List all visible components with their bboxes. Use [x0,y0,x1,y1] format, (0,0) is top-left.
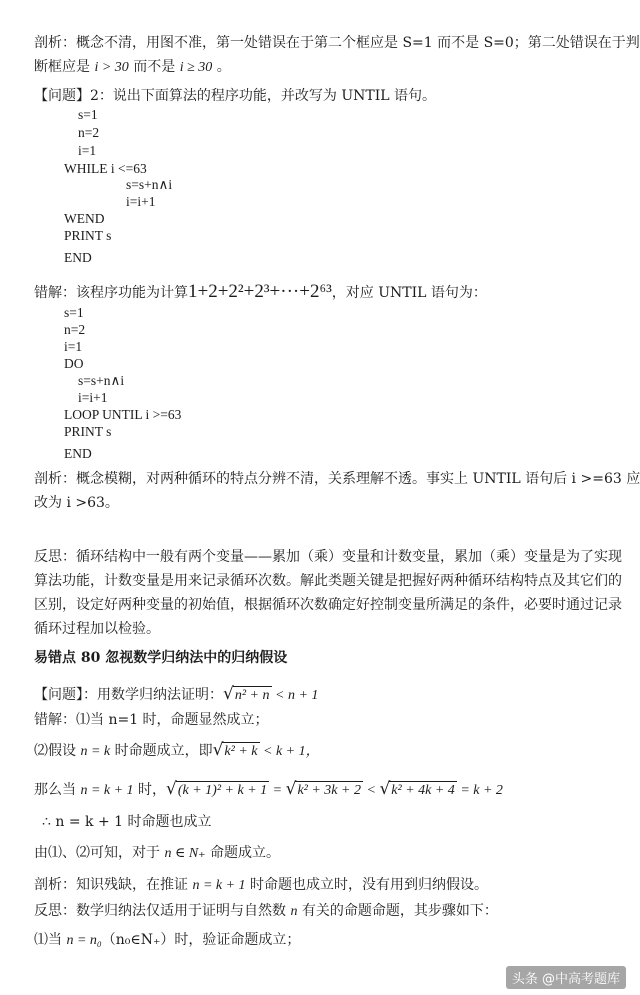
math-expr: = k + 2 [456,783,503,798]
text: 而不是 [128,59,180,75]
radical-sign: √ [379,779,391,799]
math-expr: < [362,783,380,798]
math-expr: n = k [80,744,111,759]
radicand: (k + 1)² + k + 1 [177,783,268,798]
code-line-do: DO [64,356,84,371]
induction-step-2 [34,741,320,761]
code-line: PRINT s [64,424,112,439]
reflection-line: 反思：循环结构中一般有两个变量——累加（乘）变量和计数变量，累加（乘）变量是为了实现 [34,549,622,565]
text: 剖析：知识残缺，在推证 [34,877,193,893]
analysis-line-2 [34,58,231,77]
code-line: END [64,446,92,461]
math-expr: n = k + 1 [80,783,134,798]
therefore-line: ∴ n = k + 1 时命题也成立 [42,814,212,830]
math-expr: = [269,783,286,798]
radicand: k² + k [224,744,258,759]
code-line: WEND [64,211,105,226]
code-line: i=1 [78,143,97,158]
analysis-3 [34,876,488,895]
text: ⑴当 [34,932,67,948]
reflection-2 [34,902,498,921]
code-line: s=s+n∧i [126,177,173,192]
watermark: 头条 @中高考题库 [506,966,626,989]
math-expr: n = n₀ [66,933,102,948]
code-line: i=i+1 [126,194,156,209]
math-expr: n [290,904,298,919]
text: 由⑴、⑵可知，对于 [34,845,165,861]
radicand: n² + n [234,688,270,703]
code-line: n=2 [78,125,100,140]
code-line: i=1 [64,339,83,354]
text: 那么当 [34,782,81,798]
radicand: k² + 4k + 4 [391,783,455,798]
problem-3-statement [34,685,318,705]
text: 时， [133,782,167,798]
reflection-line: 算法功能，计数变量是用来记录循环次数。解此类题关键是把握好两种循环结构特点及其它们的 [34,573,622,589]
text: 错解：该程序功能为计算 [34,285,188,301]
conclusion-line [34,844,280,863]
wrong-solution-2: 错解：⑴当 n=1 时，命题显然成立； [34,712,269,728]
text: 时命题成立，即 [110,743,213,759]
math-expr: n ∈ N₊ [164,846,206,861]
text: 命题成立。 [205,845,280,861]
analysis-line-1: 剖析：概念不清，用图不准，第一处错误在于第二个框应是 S=1 而不是 S=0；第二处错误在于判 [34,35,640,51]
math-expr: n = k + 1 [192,878,246,893]
text: 反思：数学归纳法仅适用于证明与自然数 [34,903,291,919]
radical-sign: √ [223,684,234,704]
code-line: PRINT s [64,228,112,243]
wrong-solution [34,279,487,306]
code-line-loop-until: LOOP UNTIL i >=63 [64,407,182,422]
code-line: n=2 [64,322,86,337]
radical-sign: √ [212,740,224,760]
analysis-2-line-2: 改为 i >63。 [34,495,119,511]
induction-step-3 [34,780,503,800]
text: ，对应 UNTIL 语句为： [331,285,487,301]
code-line: END [64,250,92,265]
section-title: 易错点 80 忽视数学归纳法中的归纳假设 [34,650,288,666]
text: 有关的命题命题，其步骤如下： [297,903,498,919]
text: 断框应是 [34,59,95,75]
sum-expression: 1+2+2²+2³+···+2⁶³ [188,281,332,302]
math-expr: i > 30 [94,60,129,75]
text: 。 [212,59,231,75]
math-expr: i ≥ 30 [179,60,213,75]
analysis-2-line-1: 剖析：概念模糊，对两种循环的特点分辨不清，关系理解不透。事实上 UNTIL 语句后 i >=63 应 [34,471,640,487]
code-line-while: WHILE i <=63 [64,161,147,176]
reflection-line: 循环过程加以检验。 [34,621,160,637]
radical-sign: √ [166,779,177,799]
code-line: s=1 [64,305,84,320]
code-line: s=s+n∧i [78,373,125,388]
step-base-case [34,931,300,950]
code-line: s=1 [78,107,98,122]
reflection-line: 区别，设定好两种变量的初始值，根据循环次数确定好控制变量所满足的条件，必要时通过记录 [34,597,622,613]
problem-2-statement: 【问题】2：说出下面算法的程序功能，并改写为 UNTIL 语句。 [34,88,437,104]
math-expr: < n + 1 [271,688,319,703]
radicand: k² + 3k + 2 [297,783,361,798]
text: ⑵假设 [34,743,81,759]
text: 【问题】：用数学归纳法证明： [34,687,223,703]
text: （n₀∈N₊）时，验证命题成立； [101,932,301,948]
math-expr: < k + 1， [259,744,320,759]
radical-sign: √ [285,779,297,799]
code-line: i=i+1 [78,390,108,405]
text: 时命题也成立时，没有用到归纳假设。 [245,877,489,893]
